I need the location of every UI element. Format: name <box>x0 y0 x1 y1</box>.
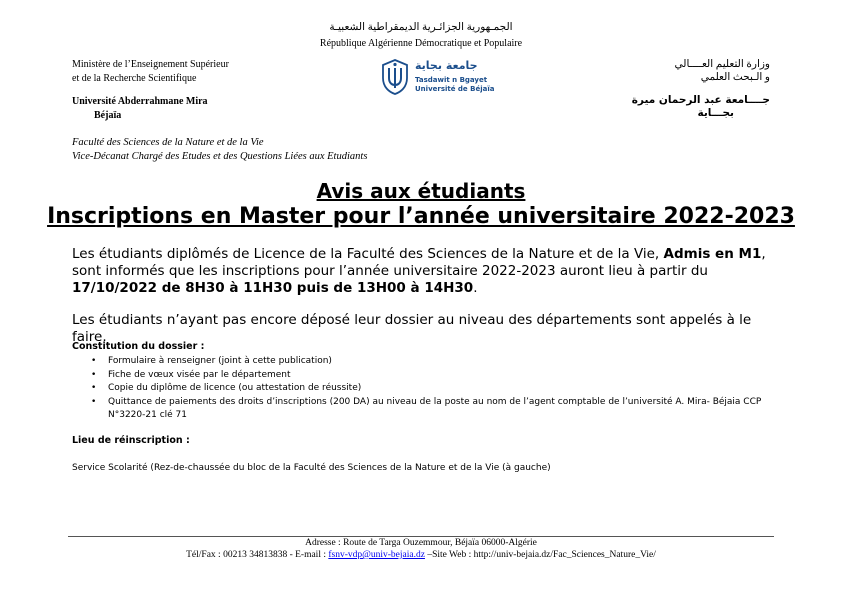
notice-title: Avis aux étudiants <box>316 179 526 203</box>
paragraph-inscriptions <box>72 246 772 297</box>
dossier-heading: Constitution du dossier : <box>72 341 205 352</box>
notice-subtitle: Inscriptions en Master pour l’année universitaire 2022-2023 <box>47 204 795 229</box>
logo-arabic: جامعة بجاية <box>415 59 478 72</box>
university-emblem-icon <box>381 58 409 96</box>
university-french <box>72 95 208 123</box>
location-text: Service Scolarité (Rez-de-chaussée du bloc de la Faculté des Sciences de la Nature et de la Vie (à gauche) <box>72 463 551 473</box>
ministry-french <box>72 58 229 86</box>
location-heading: Lieu de réinscription : <box>72 435 190 446</box>
dossier-item: • Copie du diplôme de licence (ou attestation de réussite) <box>72 382 772 396</box>
footer-phone: Tél/Fax : 00213 34813838 - E-mail : <box>186 550 329 560</box>
university-ar-name: جــــامعة عبد الرحمان ميرة <box>631 94 770 106</box>
university-logo <box>381 58 506 100</box>
republic-french: République Algérienne Démocratique et Populaire <box>319 38 523 49</box>
paragraph-dossier-reminder: Les étudiants n’ayant pas encore déposé leur dossier au niveau des départements sont appelés à le faire. <box>72 312 752 345</box>
p1-end: . <box>473 280 478 296</box>
republic-arabic: الجمـهورية الجزائـرية الديمقراطية الشعبيـة <box>329 22 513 33</box>
dossier-list <box>72 355 772 423</box>
p1-text-1: Les étudiants diplômés de Licence de la Faculté des Sciences de la Nature et de la Vie, <box>72 246 664 262</box>
ministry-line-2: et de la Recherche Scientifique <box>72 73 197 84</box>
dossier-item: • Formulaire à renseigner (joint à cette publication) <box>72 355 772 369</box>
ministry-arabic <box>675 58 771 84</box>
university-arabic <box>632 94 770 120</box>
footer-contact <box>0 550 842 560</box>
dossier-item: • Fiche de vœux visée par le département <box>72 369 772 383</box>
p1-schedule: 17/10/2022 de 8H30 à 11H30 puis de 13H00 à 14H30 <box>72 280 474 296</box>
university-ar-city: بجـــاية <box>697 107 734 119</box>
footer-address: Adresse : Route de Targa Ouzemmour, Béjaïa 06000-Algérie <box>305 538 537 548</box>
logo-french: Université de Béjaïa <box>415 85 495 93</box>
footer-website: –Site Web : http://univ-bejaia.dz/Fac_Sciences_Nature_Vie/ <box>424 550 656 560</box>
ministry-line-1: Ministère de l’Enseignement Supérieur <box>72 59 229 70</box>
footer-email-link[interactable]: fsnv-vdp@univ-bejaia.dz <box>328 550 425 560</box>
ministry-ar-line-2: و الـبحث العلمي <box>700 72 770 83</box>
university-name: Université Abderrahmane Mira <box>72 96 208 107</box>
university-city: Béjaïa <box>94 110 122 121</box>
faculty-block <box>72 136 367 164</box>
p1-admis: Admis en M1 <box>663 246 762 262</box>
footer-divider <box>68 536 774 537</box>
faculty-name: Faculté des Sciences de la Nature et de la Vie <box>72 137 264 148</box>
vice-deanship: Vice-Décanat Chargé des Etudes et des Questions Liées aux Etudiants <box>72 151 368 162</box>
ministry-ar-line-1: وزارة التعليم العــــالي <box>674 59 770 70</box>
dossier-item: • Quittance de paiements des droits d’inscriptions (200 DA) au niveau de la poste au nom de l’agent comptable de l’université A. Mira- Béjaia CCP N°3220-21 clé 71 <box>72 396 772 423</box>
p1-text-2: , sont informés que les inscriptions pour l’année universitaire 2022-2023 auront lieu à partir du <box>72 246 766 279</box>
logo-kabyle: Tasdawit n Bgayet <box>415 76 488 84</box>
